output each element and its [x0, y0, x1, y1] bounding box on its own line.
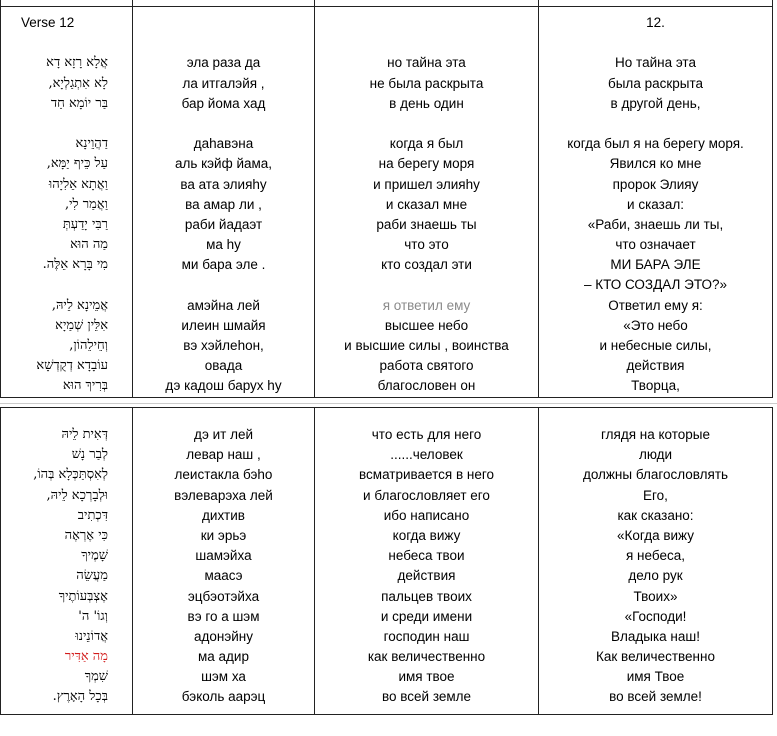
text-line: шэм ха — [201, 669, 246, 685]
text-line: вэлеварэха лей — [174, 487, 273, 503]
text-line: дэ ит лей — [193, 427, 254, 442]
text-line: была раскрыта — [608, 75, 703, 91]
text-line: адонэйну — [194, 628, 253, 644]
text-line: וְחֵילֵהוֹן, — [69, 338, 108, 353]
text-line: эла раза да — [186, 55, 261, 71]
text-line: שָׁמֶיךָ — [81, 548, 108, 564]
text-line: שִׁמְךָ — [84, 669, 108, 685]
text-line: на берегу моря — [378, 156, 475, 172]
text-line: даhавэна — [193, 136, 254, 152]
translation-column — [539, 408, 773, 715]
text-line: אֲדוֹנֵינוּ — [75, 628, 108, 644]
text-line: дело рук — [628, 568, 683, 584]
text-line: и сказал мне — [385, 196, 468, 212]
text-line: ми бара эле . — [181, 257, 266, 273]
text-line: как сказано: — [617, 507, 694, 523]
blank-line — [315, 275, 538, 295]
text-line: и высшие силы , воинства — [344, 338, 509, 353]
text-line: עוֹבָדָא דְקֻדְשָׁא — [36, 358, 108, 374]
text-line: ма hу — [206, 237, 241, 253]
text-line: עַל כֵּיף יַמָּא, — [46, 156, 108, 172]
text-line: לָא אִתְגַלְיָא, — [48, 75, 108, 91]
text-line: в другой день, — [610, 95, 701, 111]
text-line: бэколь аарэц — [181, 689, 266, 705]
text-line: Твоих» — [633, 588, 678, 604]
text-line: и сказал: — [627, 196, 684, 212]
text-line: амэйна лей — [187, 297, 260, 313]
blank-line — [133, 114, 314, 134]
text-line: МИ БАРА ЭЛЕ — [610, 257, 701, 273]
text-line: действия — [397, 568, 456, 584]
text-line: и благословляет его — [363, 487, 490, 503]
text-line: אֲמֵינָא לֵיהּ, — [51, 297, 108, 313]
text-line: «Раби, знаешь ли ты, — [587, 216, 724, 232]
text-line: מָה אַדִּיר — [64, 649, 108, 665]
text-line: что это — [404, 237, 449, 253]
transliteration-column — [133, 7, 315, 398]
text-line: בְּכָל הָאָרֶץ. — [52, 689, 108, 705]
text-line: דְּאִית לֵיהּ — [61, 427, 108, 442]
text-line: глядя на которые — [601, 427, 710, 442]
text-line: וַאֲמַר לִי, — [65, 196, 108, 212]
text-line: «Это небо — [623, 317, 688, 333]
text-line: ва ата элияhу — [180, 176, 267, 192]
literal-translation-column — [315, 7, 539, 398]
text-line: – КТО СОЗДАЛ ЭТО?» — [583, 277, 728, 293]
blank-line — [539, 114, 772, 134]
blank-line — [1, 114, 132, 134]
verse-heading: Verse 12 — [21, 15, 75, 30]
text-line: и среди имени — [380, 608, 473, 624]
text-line: во всей земле! — [609, 689, 702, 705]
text-line: эцбэотэйха — [187, 588, 260, 604]
text-line: רַבִּי יָדַעְתְּ — [62, 216, 108, 232]
text-line: וַאֲתָא אֵלִיָהוּ — [48, 176, 108, 192]
text-line: Владыка наш! — [611, 628, 700, 644]
text-line: не была раскрыта — [369, 75, 484, 91]
text-line: овада — [204, 358, 243, 374]
page-separator — [0, 403, 777, 404]
text-line: כִּי אֶרְאֶה — [64, 527, 108, 543]
text-line: левар наш , — [186, 447, 261, 463]
text-line: но тайна эта — [387, 55, 466, 71]
text-line: ма адир — [198, 649, 249, 665]
text-line: пальцев твоих — [381, 588, 472, 604]
text-line: кто создал эти — [381, 257, 472, 273]
text-line: Его, — [643, 487, 668, 503]
text-line: дихтив — [202, 507, 245, 523]
text-line: и пришел элияhу — [373, 176, 480, 192]
text-line: מַעֲשֵׂה — [76, 568, 108, 584]
text-line: я небеса, — [626, 548, 685, 564]
text-line: раби знаешь ты — [376, 216, 477, 232]
verse-number: 12. — [646, 15, 665, 30]
text-line: ......человек — [390, 447, 463, 463]
text-line: Но тайна эта — [615, 55, 696, 71]
text-line: бар йома хад — [181, 95, 266, 111]
blank-line — [133, 275, 314, 295]
text-line: בַּר יוֹמָא חַד — [50, 95, 108, 111]
transliteration-column — [133, 408, 315, 715]
text-line: что есть для него — [371, 427, 482, 442]
text-line: когда я был — [389, 136, 464, 152]
text-line: אֲלָא רָזָא דָא — [46, 55, 108, 71]
text-line: Творца, — [631, 378, 680, 394]
literal-translation-column — [315, 408, 539, 715]
text-line: אֶצְבְּעוֹתֶיךָ — [58, 588, 108, 604]
text-line: леистакла бэho — [174, 467, 273, 483]
text-line: маасэ — [204, 568, 243, 584]
text-line: люди — [638, 447, 673, 463]
text-line: шамэйха — [195, 548, 252, 564]
text-line: всматривается в него — [359, 467, 494, 483]
text-line: вэ хэйлеhон, — [183, 338, 264, 353]
text-line: דִּכְתִיב — [77, 507, 108, 523]
text-line: что означает — [615, 237, 696, 253]
hebrew-column — [1, 7, 133, 398]
text-line: я ответил ему — [382, 297, 471, 313]
text-line: וּלְבָרְכָא לֵיהּ, — [46, 487, 108, 503]
text-line: и небесные силы, — [599, 338, 712, 353]
text-line: во всей земле — [381, 689, 472, 705]
verse-table-bottom — [0, 407, 773, 715]
text-line: господин наш — [383, 628, 470, 644]
text-line: Явился ко мне — [609, 156, 702, 172]
text-line: небеса твои — [388, 548, 465, 564]
text-line: אִלֵּין שְׁמַיָא — [55, 317, 108, 333]
text-line: аль кэйф йама, — [174, 156, 273, 172]
text-line: לְאִסְתַּכְּלָא בְּהוֹ, — [33, 467, 108, 483]
text-line: מַה הוּא — [70, 237, 108, 253]
text-line: действия — [626, 358, 685, 374]
text-line: ла итгалэйя , — [182, 75, 265, 91]
text-line: имя твое — [398, 669, 455, 685]
text-line: илеин шмайя — [181, 317, 266, 333]
text-line: работа святого — [379, 358, 474, 374]
text-line: «Когда вижу — [617, 527, 694, 543]
hebrew-column — [1, 408, 133, 715]
text-line: Ответил ему я: — [608, 297, 703, 313]
text-line: вэ го а шэм — [187, 608, 260, 624]
text-line: благословен он — [377, 378, 476, 394]
text-line: раби йадаэт — [184, 216, 263, 232]
text-line: дэ кадош барух hу — [165, 378, 282, 394]
text-line: ки эрьэ — [200, 527, 247, 543]
text-line: ибо написано — [383, 507, 470, 523]
text-line: לְבַר נָשׁ — [71, 447, 108, 463]
translation-column — [539, 7, 773, 398]
text-line: имя Твое — [626, 669, 685, 685]
text-line: מִי בָּרָא אֵלֶּה. — [42, 257, 108, 273]
text-line: когда вижу — [392, 527, 461, 543]
text-line: должны благословлять — [582, 467, 729, 483]
text-line: «Господи! — [624, 608, 687, 624]
text-line: ва амар ли , — [185, 196, 262, 212]
text-line: когда был я на берегу моря. — [567, 136, 744, 152]
text-line: в день один — [389, 95, 464, 111]
text-line: בְּרִיךְ הוּא — [62, 378, 108, 394]
text-line: Как величественно — [596, 649, 715, 665]
blank-line — [1, 275, 132, 295]
blank-line — [315, 114, 538, 134]
text-line: как величественно — [367, 649, 486, 665]
text-line: высшее небо — [384, 317, 469, 333]
text-line: וְגוֹ' ה' — [78, 608, 108, 624]
text-line: דַהֲוֵינָא — [75, 136, 108, 152]
text-line: пророк Элияу — [612, 176, 699, 192]
